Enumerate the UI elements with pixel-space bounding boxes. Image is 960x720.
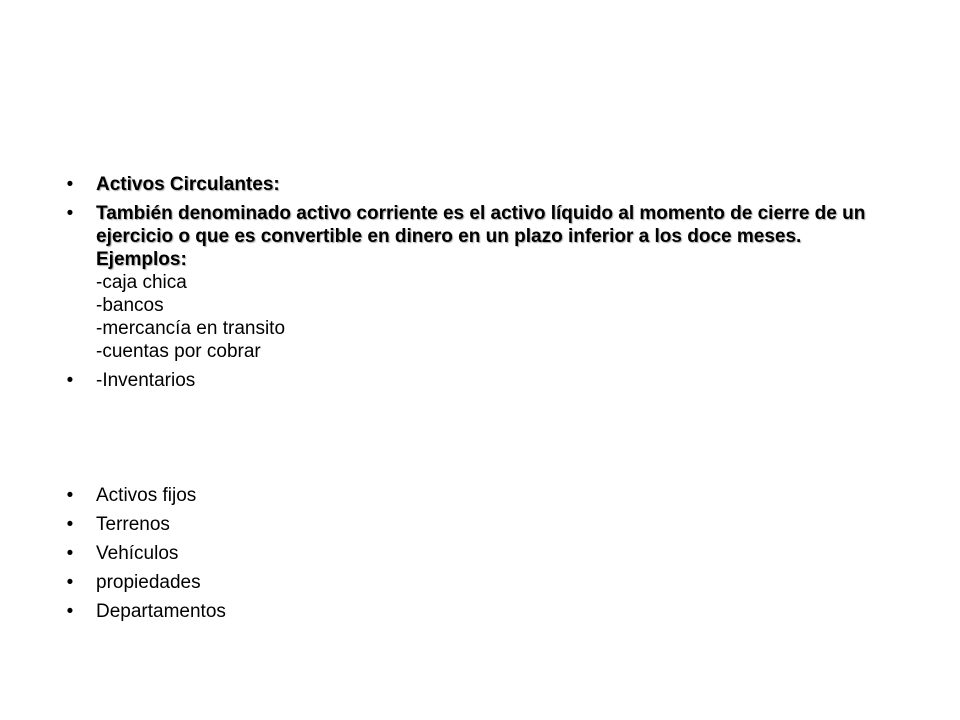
bullet-icon: •: [66, 543, 74, 564]
current-assets-list: [60, 173, 920, 398]
fixed-asset-item: Departamentos: [96, 601, 226, 622]
bullet-icon: •: [66, 174, 74, 195]
list-item: [60, 600, 920, 623]
list-item: [60, 202, 920, 363]
examples-label: Ejemplos:: [96, 249, 187, 270]
list-item: [60, 369, 920, 392]
list-item: [60, 173, 920, 196]
list-item: [60, 484, 920, 507]
bullet-icon: •: [66, 572, 74, 593]
inventory-item: -Inventarios: [96, 370, 196, 391]
bullet-icon: •: [66, 514, 74, 535]
example-item: -mercancía en transito: [96, 318, 286, 339]
list-item: [60, 542, 920, 565]
fixed-asset-item: propiedades: [96, 572, 201, 593]
example-item: -bancos: [96, 295, 164, 316]
fixed-assets-list: [60, 484, 920, 629]
bullet-icon: •: [66, 370, 74, 391]
bullet-icon: •: [66, 203, 74, 224]
list-item: [60, 513, 920, 536]
example-item: -cuentas por cobrar: [96, 341, 261, 362]
fixed-asset-item: Vehículos: [96, 543, 179, 564]
bullet-icon: •: [66, 601, 74, 622]
fixed-asset-item: Activos fijos: [96, 485, 197, 506]
example-item: -caja chica: [96, 272, 187, 293]
section-heading: Activos Circulantes:: [96, 174, 280, 195]
list-item: [60, 571, 920, 594]
fixed-asset-item: Terrenos: [96, 514, 170, 535]
section-description: También denominado activo corriente es el activo líquido al momento de cierre de un ejercicio o que es convertible en dinero en un plazo inferior a los doce meses.: [96, 203, 866, 247]
bullet-icon: •: [66, 485, 74, 506]
